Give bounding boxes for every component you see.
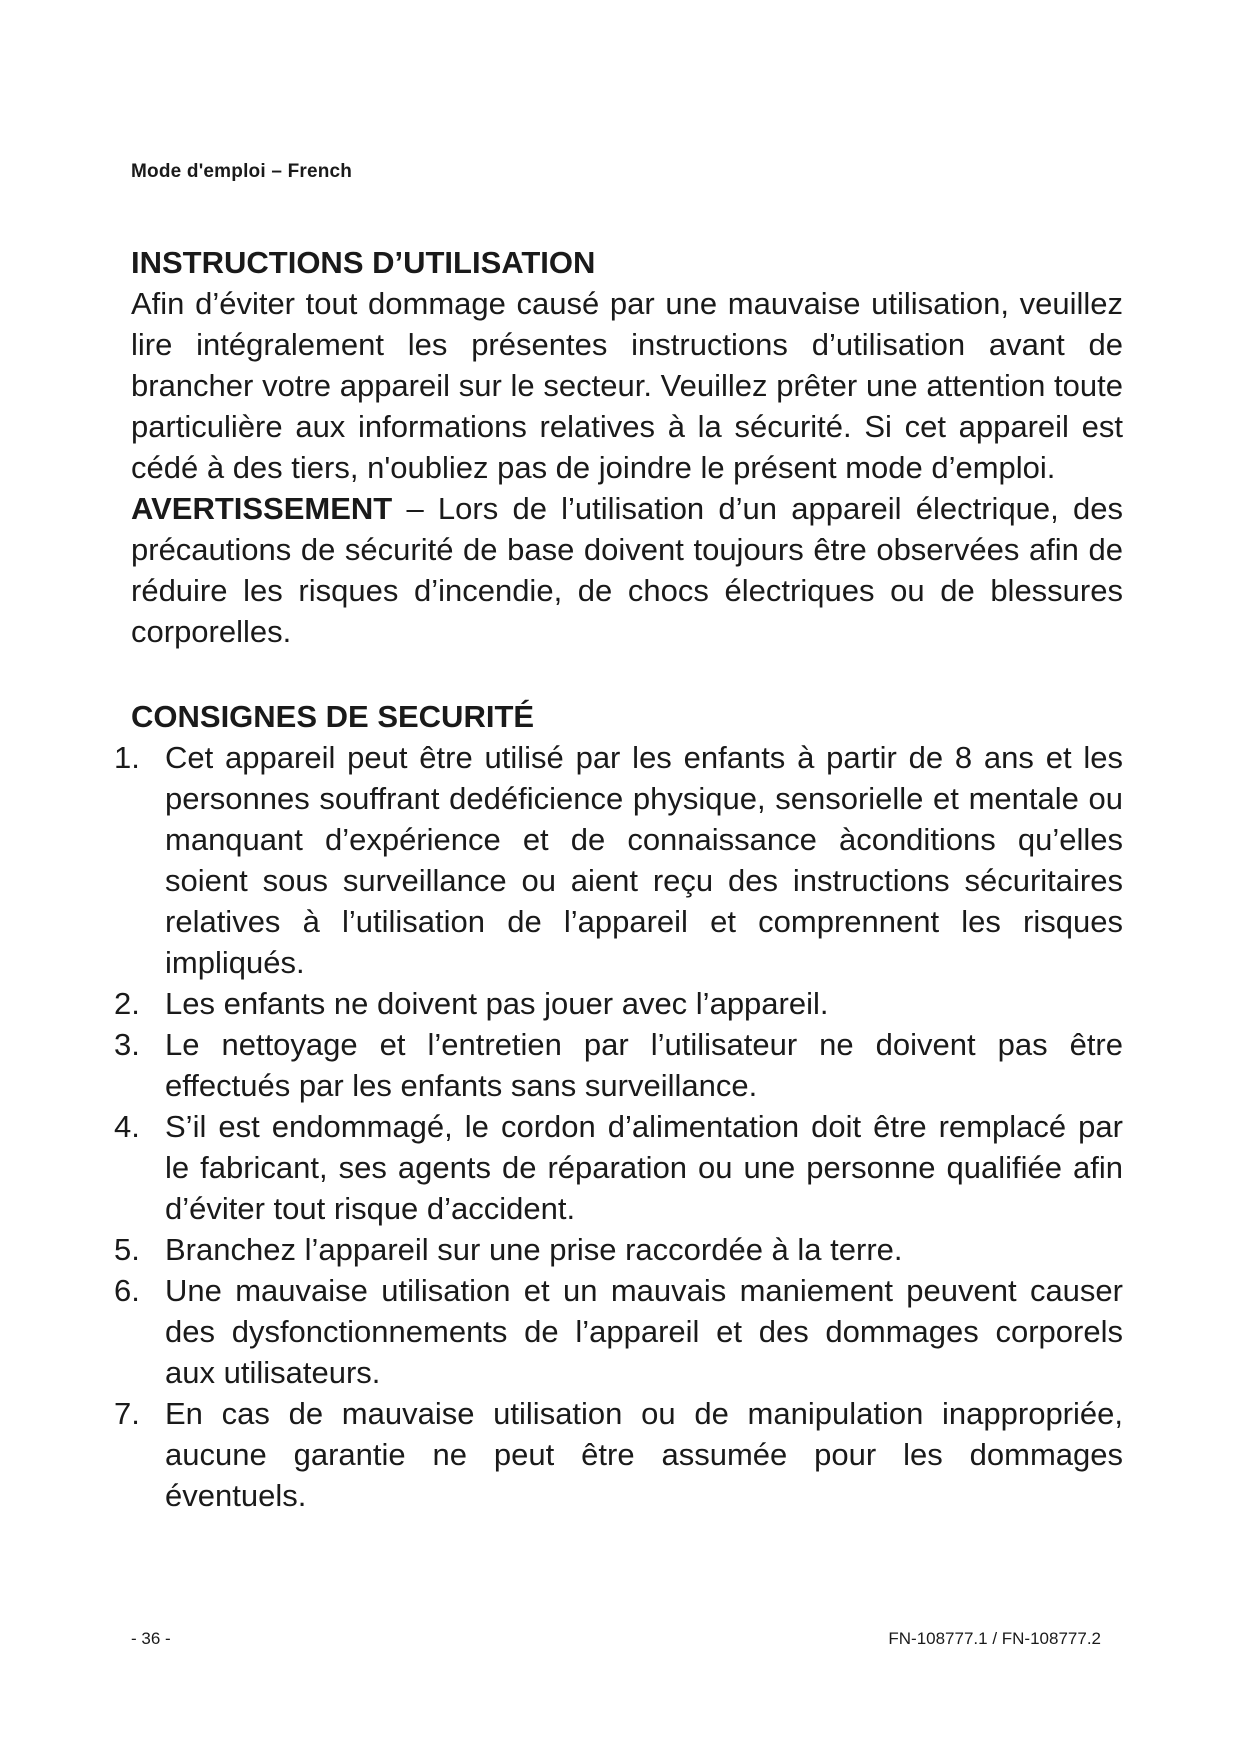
- content-area: [114, 242, 1123, 1516]
- instructions-intro: Afin d’éviter tout dommage causé par une mauvaise utilisation, veuillez lire intégralement les présentes instructions d’utilisation avant de brancher votre appareil sur le secteur. Veuillez prêter une attention toute particulière aux informations relatives à la sécurité. Si cet appareil est cédé à des tiers, n'oubliez pas de joindre le présent mode d’emploi.: [131, 286, 1123, 485]
- list-item-text: S’il est endommagé, le cordon d’alimentation doit être remplacé par le fabricant, ses agents de réparation ou une personne qualifiée afin d’éviter tout risque d’accident.: [165, 1109, 1123, 1226]
- header-label: Mode d'emploi – French: [131, 161, 353, 182]
- instructions-title: INSTRUCTIONS D’UTILISATION: [131, 245, 596, 280]
- warning-label: AVERTISSEMENT: [131, 491, 393, 526]
- safety-list: [114, 737, 1123, 1516]
- list-item-number: 4.: [114, 1109, 140, 1144]
- list-item-text: En cas de mauvaise utilisation ou de manipulation inappropriée, aucune garantie ne peut être assumée pour les dommages éventuels.: [165, 1396, 1123, 1513]
- list-item: [114, 1270, 1123, 1393]
- document-reference: FN-108777.1 / FN-108777.2: [888, 1629, 1101, 1648]
- list-item-text: Branchez l’appareil sur une prise raccordée à la terre.: [165, 1232, 903, 1267]
- page-number: - 36 -: [131, 1629, 171, 1648]
- safety-title: CONSIGNES DE SECURITÉ: [131, 699, 535, 734]
- list-item-number: 7.: [114, 1396, 140, 1431]
- section-spacer: [131, 652, 1123, 696]
- list-item: [114, 1024, 1123, 1106]
- list-item-number: 5.: [114, 1232, 140, 1267]
- list-item: [114, 983, 1123, 1024]
- warning-text: – Lors de l’utilisation d’un appareil électrique, des précautions de sécurité de base doivent toujours être observées afin de réduire les risques d’incendie, de chocs électriques ou de blessures corporelles.: [131, 491, 1123, 649]
- list-item-text: Cet appareil peut être utilisé par les enfants à partir de 8 ans et les personnes souffrant dedéficience physique, sensorielle et mentale ou manquant d’expérience et de connaissance àconditions qu’elles soient sous surveillance ou aient reçu des instructions sécuritaires relatives à l’utilisation de l’appareil et comprennent les risques impliqués.: [165, 740, 1123, 980]
- list-item-text: Le nettoyage et l’entretien par l’utilisateur ne doivent pas être effectués par les enfants sans surveillance.: [165, 1027, 1123, 1103]
- list-item: [114, 737, 1123, 983]
- list-item-text: Une mauvaise utilisation et un mauvais maniement peuvent causer des dysfonctionnements de l’appareil et des dommages corporels aux utilisateurs.: [165, 1273, 1123, 1390]
- warning-paragraph: [131, 488, 1123, 652]
- list-item-text: Les enfants ne doivent pas jouer avec l’appareil.: [165, 986, 829, 1021]
- list-item-number: 1.: [114, 740, 140, 775]
- list-item-number: 3.: [114, 1027, 140, 1062]
- list-item-number: 2.: [114, 986, 140, 1021]
- list-item-number: 6.: [114, 1273, 140, 1308]
- list-item: [114, 1106, 1123, 1229]
- list-item: [114, 1229, 1123, 1270]
- list-item: [114, 1393, 1123, 1516]
